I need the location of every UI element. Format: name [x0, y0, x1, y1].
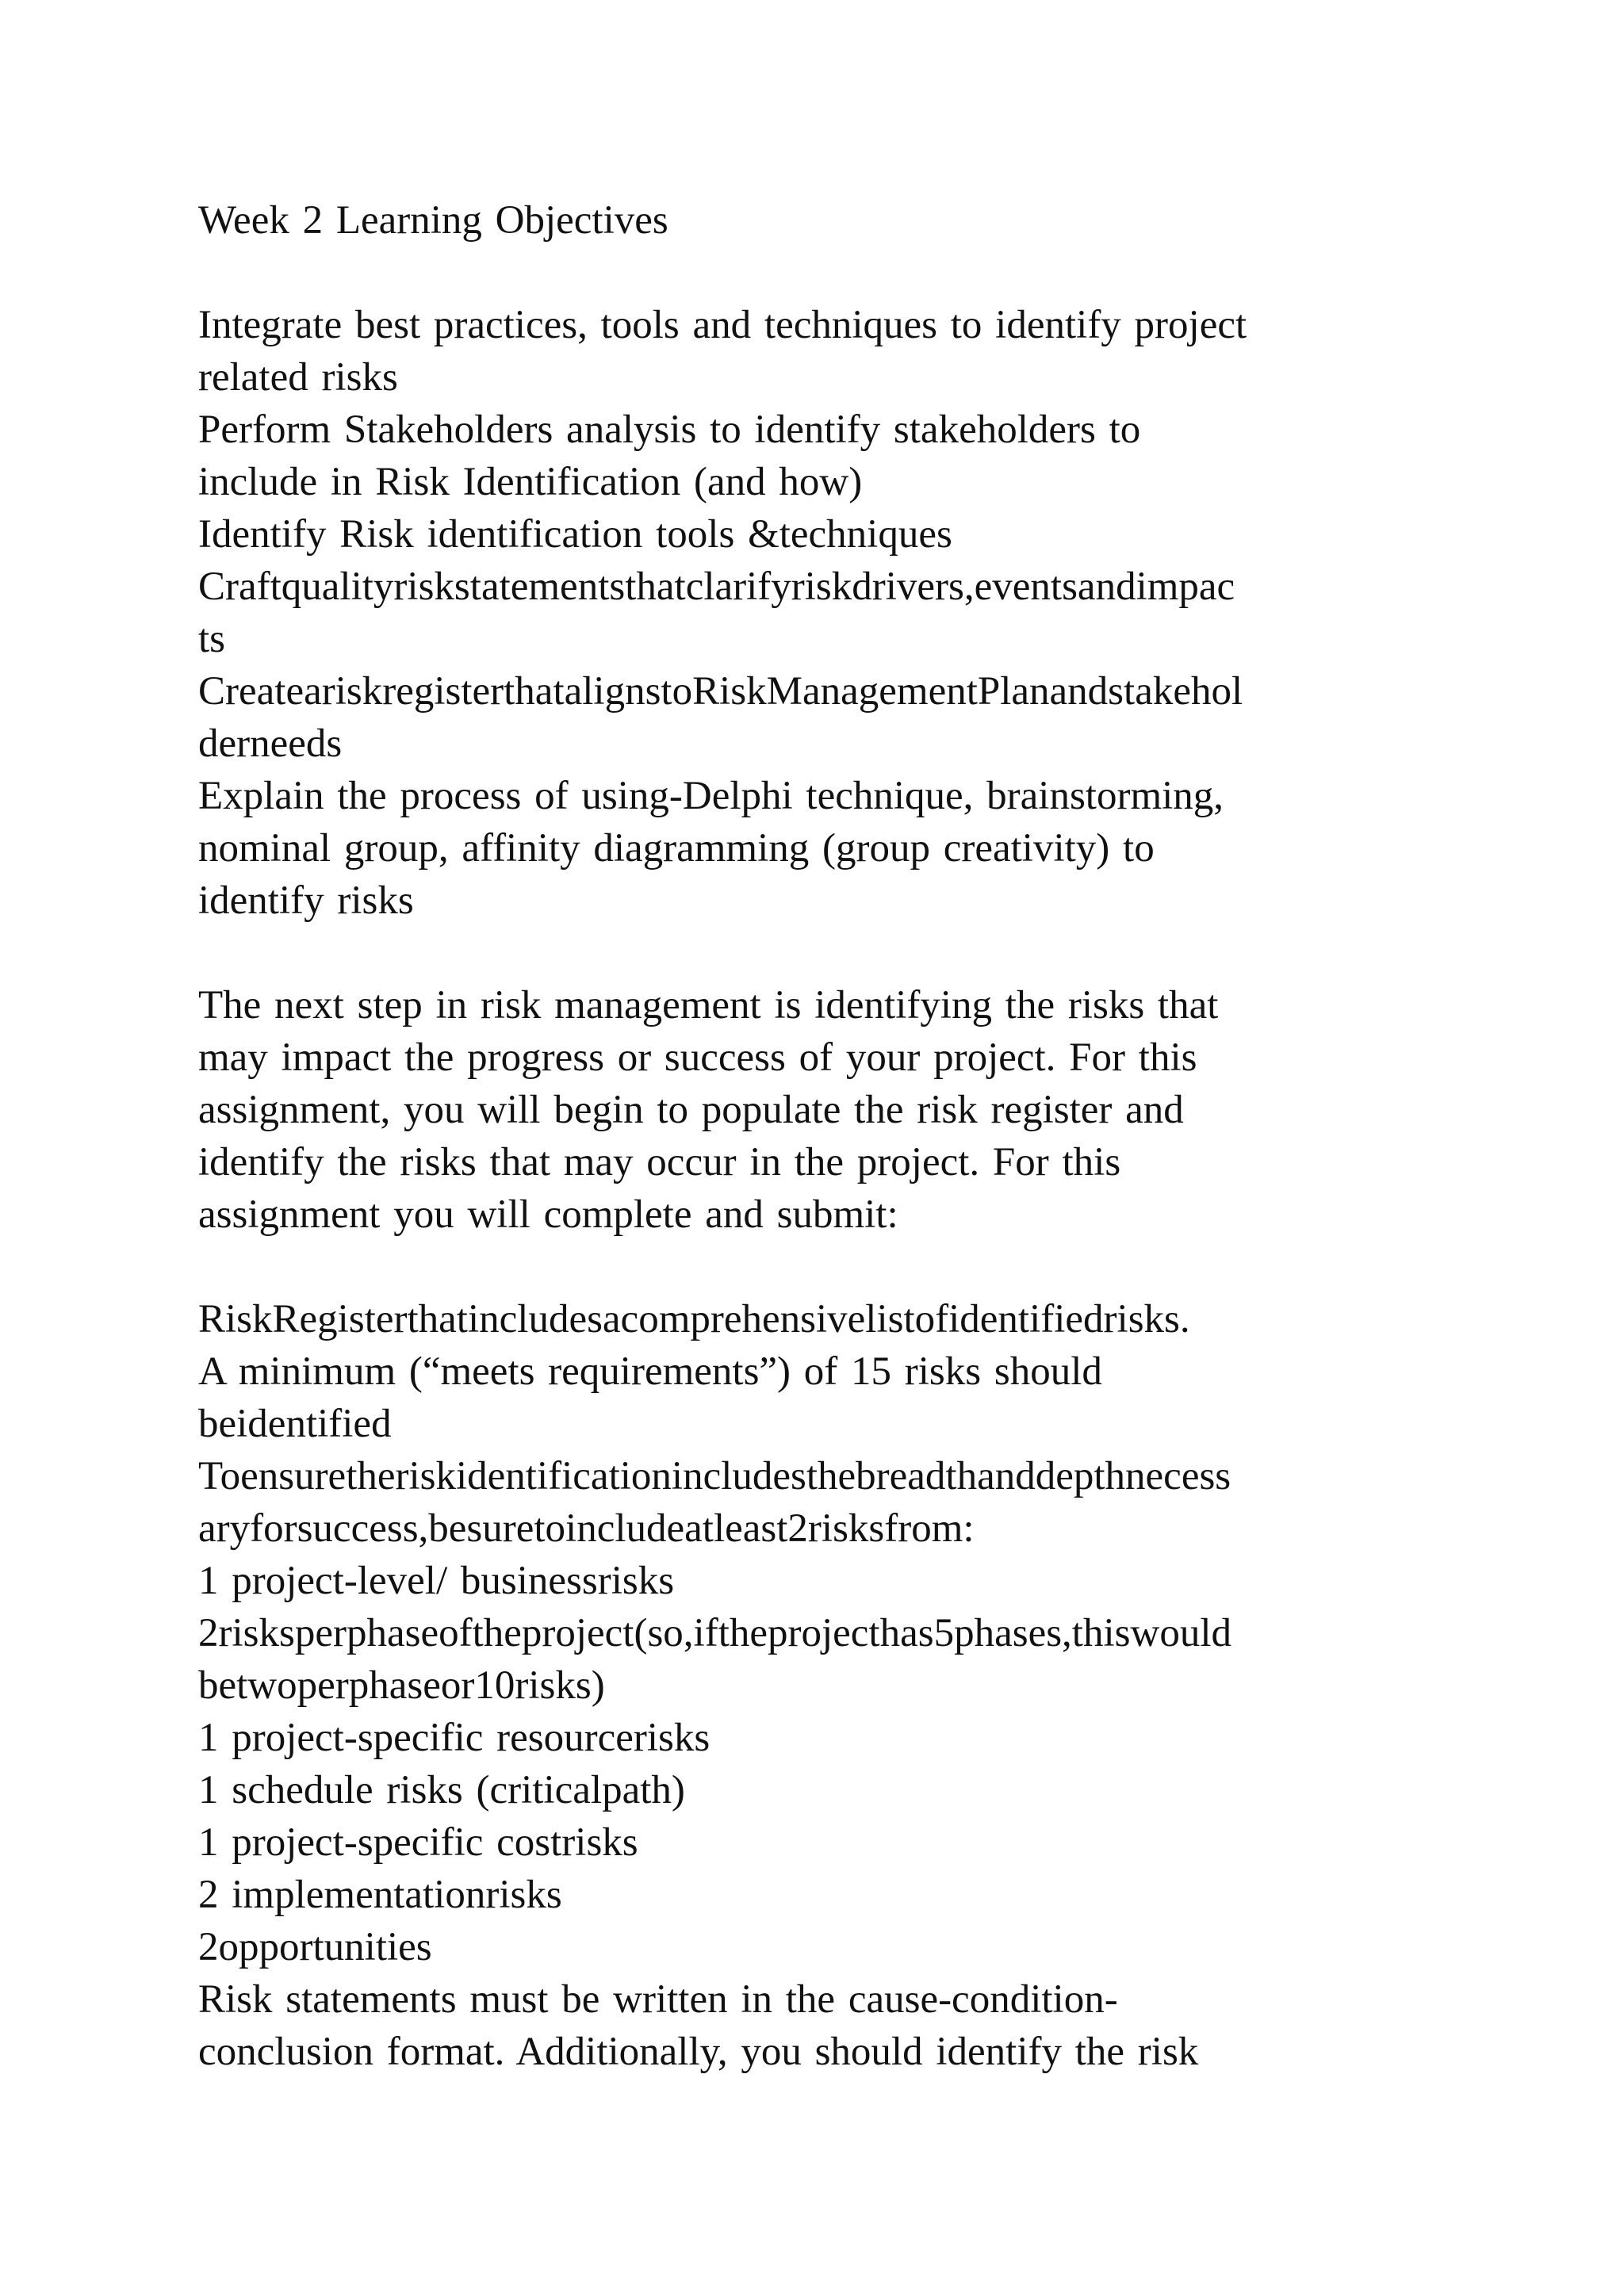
requirement-line: 1 project-specific resourcerisks	[198, 1716, 710, 1760]
objective-line: nominal group, affinity diagramming (group creativity) to	[198, 826, 1155, 871]
requirement-line: Toensuretheriskidentificationincludesthebreadthanddepthnecess	[198, 1454, 1231, 1498]
document-body	[198, 194, 1435, 2078]
heading-week-2-learning-objectives: Week 2 Learning Objectives	[198, 198, 668, 243]
objective-line: Craftqualityriskstatementsthatclarifyriskdrivers,eventsandimpac	[198, 564, 1235, 609]
objective-line: Perform Stakeholders analysis to identify stakeholders to	[198, 408, 1141, 452]
objective-line: related risks	[198, 355, 398, 400]
objective-line: Explain the process of using-Delphi technique, brainstorming,	[198, 774, 1224, 818]
paragraph-line: assignment, you will begin to populate the risk register and	[198, 1088, 1184, 1132]
requirement-line: 1 project-specific costrisks	[198, 1820, 638, 1865]
requirement-line: 1 schedule risks (criticalpath)	[198, 1768, 685, 1812]
objective-line: ts	[198, 617, 226, 661]
requirement-line: betwoperphaseor10risks)	[198, 1663, 605, 1708]
requirement-line: 2risksperphaseoftheproject(so,iftheprojecthas5phases,thiswould	[198, 1611, 1231, 1655]
requirement-line: A minimum (“meets requirements”) of 15 risks should	[198, 1349, 1102, 1394]
requirement-line: Risk statements must be written in the cause-condition-	[198, 1977, 1118, 2022]
blank-line	[198, 247, 1435, 299]
objective-line: CreateariskregisterthatalignstoRiskManagementPlanandstakehol	[198, 669, 1243, 714]
paragraph-line: may impact the progress or success of your project. For this	[198, 1035, 1197, 1080]
blank-line	[198, 927, 1435, 979]
paragraph-line: The next step in risk management is identifying the risks that	[198, 983, 1219, 1027]
objective-line: derneeds	[198, 721, 343, 766]
blank-line	[198, 1241, 1435, 1293]
objective-line: Identify Risk identification tools &techniques	[198, 512, 952, 557]
paragraph-line: identify the risks that may occur in the project. For this	[198, 1140, 1121, 1184]
requirement-line: beidentified	[198, 1402, 392, 1446]
requirement-line: 1 project-level/ businessrisks	[198, 1559, 675, 1603]
objective-line: include in Risk Identification (and how)	[198, 460, 863, 504]
objective-line: Integrate best practices, tools and techniques to identify project	[198, 303, 1247, 347]
requirement-line: 2 implementationrisks	[198, 1873, 562, 1917]
requirement-line: aryforsuccess,besuretoincludeatleast2risksfrom:	[198, 1506, 975, 1551]
requirement-line: conclusion format. Additionally, you should identify the risk	[198, 2030, 1199, 2074]
objective-line: identify risks	[198, 878, 414, 923]
paragraph-line: assignment you will complete and submit:	[198, 1192, 898, 1237]
requirement-line: RiskRegisterthatincludesacomprehensivelistofidentifiedrisks.	[198, 1297, 1190, 1341]
requirement-line: 2opportunities	[198, 1925, 432, 1969]
